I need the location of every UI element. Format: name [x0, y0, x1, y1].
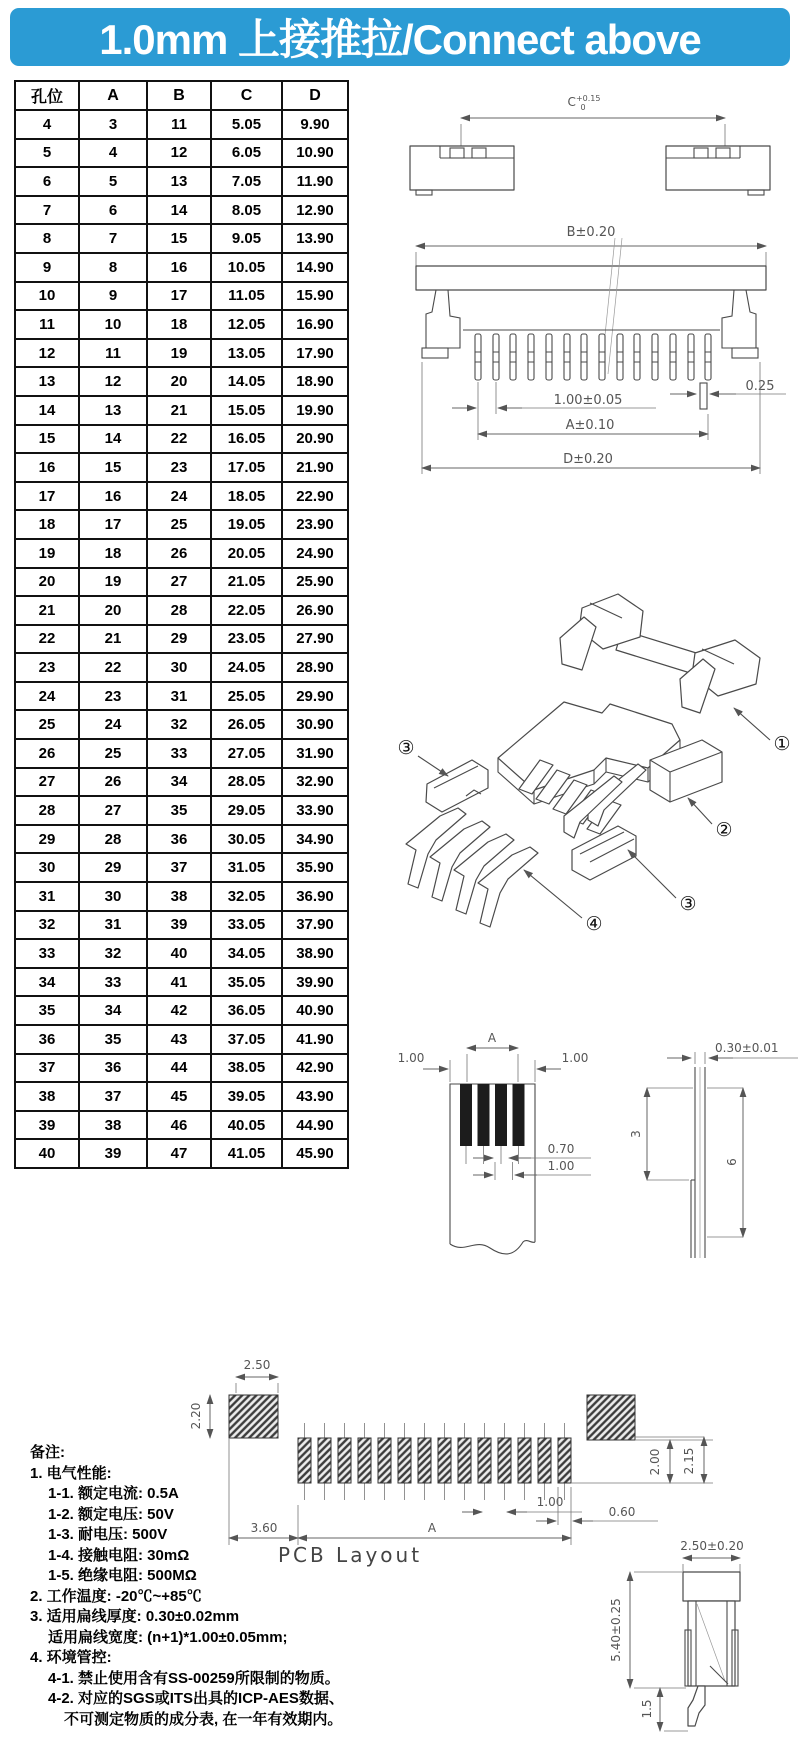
anchor-pad	[229, 1395, 278, 1438]
table-cell: 32.05	[211, 882, 282, 911]
table-cell: 4	[79, 139, 147, 168]
table-row	[15, 653, 348, 682]
table-cell: 6.05	[211, 139, 282, 168]
table-cell: 40	[147, 939, 211, 968]
table-cell: 21	[147, 396, 211, 425]
table-cell: 22	[147, 425, 211, 454]
table-cell: 30	[79, 882, 147, 911]
table-cell: 15.05	[211, 396, 282, 425]
table-cell: 46	[147, 1111, 211, 1140]
table-cell: 23	[79, 682, 147, 711]
table-cell: 18	[15, 510, 79, 539]
table-cell: 31.05	[211, 853, 282, 882]
table-cell: 32	[15, 911, 79, 940]
column-header: 孔位	[15, 81, 79, 110]
table-cell: 31	[79, 911, 147, 940]
table-cell: 14	[15, 396, 79, 425]
top-view-drawing	[388, 88, 792, 222]
dim-label-conductor-width: 0.70	[547, 1142, 575, 1156]
table-cell: 44.90	[282, 1111, 348, 1140]
table-cell: 20.90	[282, 425, 348, 454]
table-row	[15, 139, 348, 168]
anchor-pad	[587, 1395, 635, 1440]
column-header: D	[282, 81, 348, 110]
table-cell: 7.05	[211, 167, 282, 196]
dim-label-d: D±0.20	[563, 452, 613, 467]
table-cell: 43	[147, 1025, 211, 1054]
dim-label-margin-right: 1.00	[561, 1051, 589, 1065]
table-cell: 23	[15, 653, 79, 682]
note-line: 1-3. 耐电压: 500V	[48, 1526, 168, 1543]
table-cell: 27.90	[282, 625, 348, 654]
table-cell: 34.90	[282, 825, 348, 854]
table-row	[15, 224, 348, 253]
table-cell: 10	[15, 282, 79, 311]
table-cell: 29	[147, 625, 211, 654]
cover-left-hook	[560, 617, 596, 670]
table-cell: 7	[79, 224, 147, 253]
table-cell: 28	[15, 796, 79, 825]
side-view-drawing	[598, 1538, 800, 1764]
table-cell: 24	[15, 682, 79, 711]
table-cell: 26	[79, 768, 147, 797]
table-cell: 14.05	[211, 367, 282, 396]
table-cell: 16	[79, 482, 147, 511]
table-cell: 40	[15, 1139, 79, 1168]
table-cell: 20.05	[211, 539, 282, 568]
table-row	[15, 710, 348, 739]
table-cell: 45.90	[282, 1139, 348, 1168]
table-cell: 39	[147, 911, 211, 940]
table-cell: 27	[147, 568, 211, 597]
table-cell: 13	[15, 367, 79, 396]
table-cell: 22.90	[282, 482, 348, 511]
table-cell: 17	[15, 482, 79, 511]
table-cell: 9	[15, 253, 79, 282]
notes-block	[30, 1443, 402, 1730]
table-cell: 12.90	[282, 196, 348, 225]
table-cell: 23.90	[282, 510, 348, 539]
note-line: 1-5. 绝缘电阻: 500MΩ	[48, 1567, 197, 1584]
table-cell: 26.05	[211, 710, 282, 739]
table-cell: 19	[147, 339, 211, 368]
table-cell: 41	[147, 968, 211, 997]
table-row	[15, 739, 348, 768]
table-row	[15, 1025, 348, 1054]
table-cell: 25.05	[211, 682, 282, 711]
table-cell: 34	[79, 996, 147, 1025]
note-line: 备注:	[30, 1444, 65, 1461]
table-row	[15, 453, 348, 482]
table-cell: 5	[79, 167, 147, 196]
table-cell: 13	[79, 396, 147, 425]
table-cell: 21	[15, 596, 79, 625]
callout-2: ②	[715, 819, 733, 841]
table-cell: 37.05	[211, 1025, 282, 1054]
table-cell: 38.90	[282, 939, 348, 968]
dim-label-offset: 3.60	[250, 1521, 278, 1535]
table-cell: 21.90	[282, 453, 348, 482]
note-line: 4-2. 对应的SGS或ITS出具的ICP-AES数据、	[48, 1690, 344, 1707]
title-banner	[10, 8, 790, 66]
dim-label-exposed: 6	[725, 1158, 739, 1166]
table-cell: 26	[15, 739, 79, 768]
table-cell: 37	[79, 1082, 147, 1111]
table-cell: 22	[15, 625, 79, 654]
dim-label-pcb-pitch: 1.00	[536, 1495, 564, 1509]
table-row	[15, 968, 348, 997]
table-cell: 22	[79, 653, 147, 682]
table-cell: 22.05	[211, 596, 282, 625]
dim-label-side-h: 5.40±0.25	[609, 1598, 623, 1662]
table-cell: 8	[15, 224, 79, 253]
table-row	[15, 825, 348, 854]
table-row	[15, 996, 348, 1025]
table-cell: 42	[147, 996, 211, 1025]
table-row	[15, 310, 348, 339]
table-cell: 26.90	[282, 596, 348, 625]
table-body	[15, 110, 348, 1168]
note-line: 4. 环境管控:	[30, 1649, 112, 1666]
table-cell: 26	[147, 539, 211, 568]
table-row	[15, 1054, 348, 1083]
table-cell: 11.90	[282, 167, 348, 196]
table-cell: 36	[147, 825, 211, 854]
table-cell: 19.90	[282, 396, 348, 425]
table-cell: 25.90	[282, 568, 348, 597]
table-cell: 25	[79, 739, 147, 768]
note-line: 1. 电气性能:	[30, 1464, 112, 1482]
table-cell: 37.90	[282, 911, 348, 940]
table-cell: 11	[79, 339, 147, 368]
table-row	[15, 596, 348, 625]
table-cell: 32	[147, 710, 211, 739]
callout-3: ③	[397, 737, 415, 759]
table-cell: 28.90	[282, 653, 348, 682]
note-line: 1-1. 额定电流: 0.5A	[48, 1485, 179, 1502]
table-cell: 12	[15, 339, 79, 368]
table-cell: 30	[147, 653, 211, 682]
note-line: 2. 工作温度: -20℃~+85℃	[30, 1587, 202, 1605]
table-cell: 44	[147, 1054, 211, 1083]
note-line: 适用扁线宽度: (n+1)*1.00±0.05mm;	[48, 1628, 288, 1646]
table-cell: 16.05	[211, 425, 282, 454]
table-cell: 27	[79, 796, 147, 825]
dim-label-stiffener: 3	[629, 1130, 643, 1138]
table-cell: 18	[79, 539, 147, 568]
table-cell: 10.05	[211, 253, 282, 282]
table-row	[15, 882, 348, 911]
table-row	[15, 396, 348, 425]
table-cell: 17.05	[211, 453, 282, 482]
table-cell: 20	[15, 568, 79, 597]
table-cell: 38.05	[211, 1054, 282, 1083]
table-cell: 15.90	[282, 282, 348, 311]
dim-label-pad-w: 2.50	[243, 1358, 271, 1372]
table-cell: 38	[147, 882, 211, 911]
table-cell: 20	[79, 596, 147, 625]
table-cell: 35	[15, 996, 79, 1025]
table-cell: 17.90	[282, 339, 348, 368]
table-cell: 39.05	[211, 1082, 282, 1111]
callout-4: ④	[585, 913, 603, 935]
table-cell: 27	[15, 768, 79, 797]
table-cell: 35	[147, 796, 211, 825]
page-title: 1.0mm 上接推拉/Connect above	[99, 16, 701, 63]
table-cell: 15	[15, 425, 79, 454]
table-cell: 34.05	[211, 939, 282, 968]
dim-label-pin-width: 0.25	[745, 379, 775, 394]
table-cell: 15	[79, 453, 147, 482]
table-cell: 10	[79, 310, 147, 339]
table-row	[15, 339, 348, 368]
dim-label-side-w: 2.50±0.20	[680, 1539, 744, 1553]
table-cell: 34	[15, 968, 79, 997]
solder-pin	[688, 1686, 705, 1726]
table-cell: 20	[147, 367, 211, 396]
table-cell: 11	[15, 310, 79, 339]
table-cell: 17	[147, 282, 211, 311]
table-cell: 33	[79, 968, 147, 997]
table-cell: 6	[79, 196, 147, 225]
table-cell: 47	[147, 1139, 211, 1168]
table-row	[15, 796, 348, 825]
table-cell: 8.05	[211, 196, 282, 225]
table-cell: 30.05	[211, 825, 282, 854]
dim-label-pin-pad-w: 0.60	[608, 1505, 636, 1519]
dim-label-thickness: 0.30±0.01	[715, 1041, 779, 1055]
table-cell: 14	[147, 196, 211, 225]
table-cell: 24	[147, 482, 211, 511]
table-cell: 5	[15, 139, 79, 168]
dim-label-pad-h: 2.20	[189, 1402, 203, 1430]
table-cell: 18.05	[211, 482, 282, 511]
table-cell: 28.05	[211, 768, 282, 797]
table-cell: 21	[79, 625, 147, 654]
table-cell: 7	[15, 196, 79, 225]
dim-label-cable-pitch: 1.00	[547, 1159, 575, 1173]
table-cell: 36.90	[282, 882, 348, 911]
dim-label-c: $C^{+0.15}$ 0	[567, 94, 601, 112]
table-cell: 35.90	[282, 853, 348, 882]
table-row	[15, 625, 348, 654]
table-cell: 19	[15, 539, 79, 568]
table-cell: 36	[79, 1054, 147, 1083]
table-cell: 36	[15, 1025, 79, 1054]
table-cell: 29	[79, 853, 147, 882]
table-cell: 32.90	[282, 768, 348, 797]
table-cell: 15	[147, 224, 211, 253]
exploded-view-drawing	[350, 498, 800, 948]
table-cell: 16.90	[282, 310, 348, 339]
ffc-cable-drawing	[395, 1012, 800, 1280]
table-cell: 43.90	[282, 1082, 348, 1111]
table-cell: 45	[147, 1082, 211, 1111]
table-cell: 14	[79, 425, 147, 454]
table-row	[15, 682, 348, 711]
note-line: 4-1. 禁止使用含有SS-00259所限制的物质。	[48, 1669, 340, 1687]
table-cell: 27.05	[211, 739, 282, 768]
table-row	[15, 367, 348, 396]
table-cell: 12.05	[211, 310, 282, 339]
table-cell: 39	[79, 1139, 147, 1168]
dim-label-a: A±0.10	[565, 418, 615, 433]
dim-label-margin-left: 1.00	[397, 1051, 425, 1065]
table-cell: 13.05	[211, 339, 282, 368]
table-cell: 34	[147, 768, 211, 797]
table-cell: 18.90	[282, 367, 348, 396]
dim-label-pitch: 1.00±0.05	[553, 393, 623, 408]
table-cell: 14.90	[282, 253, 348, 282]
table-cell: 19.05	[211, 510, 282, 539]
table-row	[15, 853, 348, 882]
table-cell: 17	[79, 510, 147, 539]
table-cell: 24.90	[282, 539, 348, 568]
table-cell: 35	[79, 1025, 147, 1054]
column-header: B	[147, 81, 211, 110]
table-cell: 11	[147, 110, 211, 139]
table-cell: 12	[147, 139, 211, 168]
dim-label-right-pad-h2: 2.15	[682, 1447, 696, 1475]
table-cell: 19	[79, 568, 147, 597]
table-row	[15, 939, 348, 968]
table-cell: 23	[147, 453, 211, 482]
column-header: A	[79, 81, 147, 110]
table-row	[15, 539, 348, 568]
table-cell: 33.90	[282, 796, 348, 825]
table-cell: 33	[15, 939, 79, 968]
table-row	[15, 1111, 348, 1140]
pcb-layout-label: PCB Layout	[277, 1543, 423, 1567]
table-row	[15, 425, 348, 454]
table-row	[15, 282, 348, 311]
callout-3b: ③	[679, 893, 697, 915]
table-cell: 33	[147, 739, 211, 768]
table-cell: 40.90	[282, 996, 348, 1025]
table-cell: 9.90	[282, 110, 348, 139]
table-cell: 11.05	[211, 282, 282, 311]
table-row	[15, 768, 348, 797]
dim-label-b: B±0.20	[566, 225, 616, 240]
callout-1: ①	[773, 733, 791, 755]
table-cell: 21.05	[211, 568, 282, 597]
front-view-drawing	[388, 222, 792, 484]
table-cell: 12	[79, 367, 147, 396]
note-line: 1-2. 额定电压: 50V	[48, 1505, 174, 1523]
table-cell: 29.05	[211, 796, 282, 825]
table-cell: 13	[147, 167, 211, 196]
table-cell: 9	[79, 282, 147, 311]
table-cell: 10.90	[282, 139, 348, 168]
table-cell: 24.05	[211, 653, 282, 682]
table-cell: 38	[79, 1111, 147, 1140]
table-header-row	[15, 81, 348, 110]
table-cell: 3	[79, 110, 147, 139]
dim-label-pin-h: 1.5	[640, 1699, 654, 1719]
table-cell: 18	[147, 310, 211, 339]
table-cell: 39.90	[282, 968, 348, 997]
dimension-table	[14, 80, 349, 1169]
table-cell: 9.05	[211, 224, 282, 253]
table-row	[15, 196, 348, 225]
table-cell: 35.05	[211, 968, 282, 997]
table-cell: 37	[15, 1054, 79, 1083]
table-row	[15, 253, 348, 282]
table-cell: 39	[15, 1111, 79, 1140]
dim-label-cable-a: A	[487, 1031, 497, 1045]
table-cell: 28	[147, 596, 211, 625]
column-header: C	[211, 81, 282, 110]
note-line: 1-4. 接触电阻: 30mΩ	[48, 1546, 190, 1564]
note-line: 3. 适用扁线厚度: 0.30±0.02mm	[30, 1608, 240, 1625]
table-cell: 42.90	[282, 1054, 348, 1083]
table-row	[15, 510, 348, 539]
table-cell: 41.05	[211, 1139, 282, 1168]
table-row	[15, 1139, 348, 1168]
table-cell: 40.05	[211, 1111, 282, 1140]
table-cell: 6	[15, 167, 79, 196]
table-cell: 41.90	[282, 1025, 348, 1054]
dim-label-total-a: A	[427, 1521, 437, 1535]
table-cell: 25	[15, 710, 79, 739]
table-row	[15, 110, 348, 139]
note-line: 不可测定物质的成分表, 在一年有效期内。	[64, 1710, 343, 1728]
table-cell: 32	[79, 939, 147, 968]
table-cell: 31	[15, 882, 79, 911]
table-cell: 37	[147, 853, 211, 882]
table-row	[15, 1082, 348, 1111]
table-cell: 29	[15, 825, 79, 854]
table-cell: 8	[79, 253, 147, 282]
table-cell: 38	[15, 1082, 79, 1111]
table-cell: 28	[79, 825, 147, 854]
table-cell: 24	[79, 710, 147, 739]
dim-label-right-pad-h: 2.00	[648, 1448, 662, 1476]
table-cell: 31	[147, 682, 211, 711]
table-cell: 36.05	[211, 996, 282, 1025]
table-cell: 31.90	[282, 739, 348, 768]
table-cell: 23.05	[211, 625, 282, 654]
table-cell: 33.05	[211, 911, 282, 940]
table-row	[15, 911, 348, 940]
table-row	[15, 568, 348, 597]
table-cell: 30.90	[282, 710, 348, 739]
table-cell: 5.05	[211, 110, 282, 139]
table-cell: 25	[147, 510, 211, 539]
table-row	[15, 482, 348, 511]
table-cell: 16	[15, 453, 79, 482]
table-cell: 29.90	[282, 682, 348, 711]
table-row	[15, 167, 348, 196]
table-cell: 13.90	[282, 224, 348, 253]
table-cell: 30	[15, 853, 79, 882]
table-cell: 4	[15, 110, 79, 139]
table-cell: 16	[147, 253, 211, 282]
